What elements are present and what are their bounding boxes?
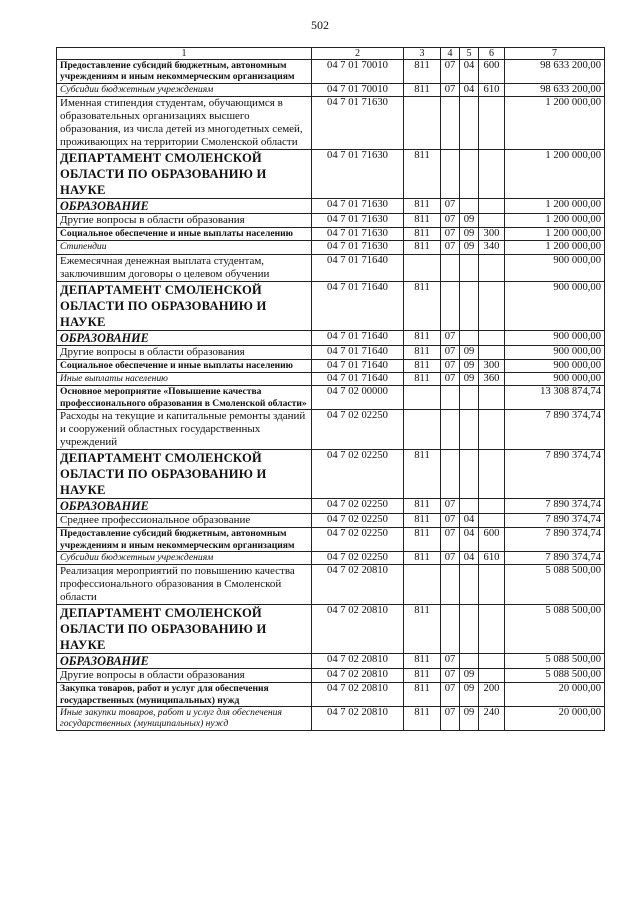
section-cell (441, 281, 460, 330)
subsection-cell: 09 (460, 669, 479, 683)
section-cell (441, 150, 460, 199)
expense-type-cell (479, 199, 505, 214)
table-row (57, 281, 605, 330)
column-header-row (57, 48, 605, 60)
column-header: 4 (441, 48, 460, 60)
target-article-cell: 04 7 01 71640 (312, 373, 404, 386)
expense-type-cell (479, 410, 505, 450)
expense-type-cell (479, 654, 505, 669)
amount-cell: 900 000,00 (505, 345, 605, 359)
expense-type-cell: 240 (479, 707, 505, 731)
column-header: 2 (312, 48, 404, 60)
column-header: 1 (57, 48, 312, 60)
expense-type-cell (479, 330, 505, 345)
row-name-cell: Другие вопросы в области образования (57, 345, 312, 359)
admin-code-cell: 811 (404, 499, 441, 514)
table-row (57, 551, 605, 564)
amount-cell: 1 200 000,00 (505, 150, 605, 199)
admin-code-cell: 811 (404, 654, 441, 669)
expense-type-cell: 360 (479, 373, 505, 386)
target-article-cell: 04 7 01 71630 (312, 214, 404, 228)
expense-type-cell: 300 (479, 228, 505, 241)
page-number: 502 (311, 18, 329, 32)
admin-code-cell: 811 (404, 551, 441, 564)
admin-code-cell (404, 565, 441, 605)
admin-code-cell: 811 (404, 605, 441, 654)
row-name-cell: Другие вопросы в области образования (57, 669, 312, 683)
section-cell: 07 (441, 345, 460, 359)
amount-cell: 900 000,00 (505, 359, 605, 372)
section-cell: 07 (441, 707, 460, 731)
amount-cell: 7 890 374,74 (505, 551, 605, 564)
row-name-cell: Реализация мероприятий по повышению качества профессионального образования в Смоленской области (57, 565, 312, 605)
section-cell: 07 (441, 373, 460, 386)
expense-type-cell: 300 (479, 359, 505, 372)
section-cell: 07 (441, 528, 460, 552)
section-cell (441, 605, 460, 654)
subsection-cell: 09 (460, 707, 479, 731)
row-name-cell: Иные закупки товаров, работ и услуг для обеспечения государственных (муниципальных) нужд (57, 707, 312, 731)
row-name-cell: Расходы на текущие и капитальные ремонты зданий и сооружений областных государственных учреждений (57, 410, 312, 450)
target-article-cell: 04 7 01 71640 (312, 359, 404, 372)
admin-code-cell: 811 (404, 150, 441, 199)
target-article-cell: 04 7 01 71630 (312, 228, 404, 241)
target-article-cell: 04 7 02 20810 (312, 565, 404, 605)
expense-type-cell (479, 97, 505, 150)
section-cell: 07 (441, 241, 460, 254)
row-name-cell: Социальное обеспечение и иные выплаты населению (57, 228, 312, 241)
target-article-cell: 04 7 02 02250 (312, 514, 404, 528)
table-row (57, 565, 605, 605)
target-article-cell: 04 7 02 02250 (312, 410, 404, 450)
table-row (57, 97, 605, 150)
table-row (57, 528, 605, 552)
amount-cell: 7 890 374,74 (505, 410, 605, 450)
target-article-cell: 04 7 01 71630 (312, 97, 404, 150)
section-cell: 07 (441, 214, 460, 228)
admin-code-cell: 811 (404, 228, 441, 241)
row-name-cell: Иные выплаты населению (57, 373, 312, 386)
table-row (57, 605, 605, 654)
section-cell (441, 410, 460, 450)
amount-cell: 900 000,00 (505, 373, 605, 386)
subsection-cell: 09 (460, 373, 479, 386)
admin-code-cell: 811 (404, 373, 441, 386)
table-row (57, 514, 605, 528)
amount-cell: 20 000,00 (505, 707, 605, 731)
table-row (57, 386, 605, 410)
section-cell (441, 386, 460, 410)
target-article-cell: 04 7 02 20810 (312, 605, 404, 654)
target-article-cell: 04 7 02 00000 (312, 386, 404, 410)
subsection-cell: 04 (460, 528, 479, 552)
row-name-cell: Закупка товаров, работ и услуг для обеспечения государственных (муниципальных) нужд (57, 683, 312, 707)
section-cell: 07 (441, 683, 460, 707)
row-name-cell: ОБРАЗОВАНИЕ (57, 330, 312, 345)
subsection-cell (460, 565, 479, 605)
column-header: 3 (404, 48, 441, 60)
amount-cell: 98 633 200,00 (505, 60, 605, 84)
subsection-cell: 09 (460, 359, 479, 372)
row-name-cell: ДЕПАРТАМЕНТ СМОЛЕНСКОЙ ОБЛАСТИ ПО ОБРАЗОВАНИЮ И НАУКЕ (57, 281, 312, 330)
section-cell: 07 (441, 514, 460, 528)
amount-cell: 7 890 374,74 (505, 450, 605, 499)
subsection-cell (460, 450, 479, 499)
table-row (57, 254, 605, 281)
expense-type-cell (479, 345, 505, 359)
table-row (57, 683, 605, 707)
subsection-cell (460, 150, 479, 199)
subsection-cell: 04 (460, 551, 479, 564)
target-article-cell: 04 7 01 71640 (312, 330, 404, 345)
expense-type-cell (479, 605, 505, 654)
target-article-cell: 04 7 01 71640 (312, 345, 404, 359)
table-row (57, 330, 605, 345)
target-article-cell: 04 7 02 02250 (312, 499, 404, 514)
amount-cell: 1 200 000,00 (505, 228, 605, 241)
table-row (57, 228, 605, 241)
expense-type-cell: 340 (479, 241, 505, 254)
subsection-cell: 09 (460, 683, 479, 707)
section-cell (441, 565, 460, 605)
subsection-cell: 09 (460, 214, 479, 228)
expense-type-cell (479, 214, 505, 228)
amount-cell: 1 200 000,00 (505, 241, 605, 254)
amount-cell: 5 088 500,00 (505, 605, 605, 654)
section-cell: 07 (441, 669, 460, 683)
table-row (57, 60, 605, 84)
admin-code-cell (404, 254, 441, 281)
target-article-cell: 04 7 01 71640 (312, 254, 404, 281)
table-row (57, 669, 605, 683)
table-row (57, 150, 605, 199)
subsection-cell (460, 97, 479, 150)
admin-code-cell: 811 (404, 359, 441, 372)
amount-cell: 7 890 374,74 (505, 499, 605, 514)
admin-code-cell (404, 97, 441, 150)
table-row (57, 450, 605, 499)
row-name-cell: Социальное обеспечение и иные выплаты населению (57, 359, 312, 372)
row-name-cell: ДЕПАРТАМЕНТ СМОЛЕНСКОЙ ОБЛАСТИ ПО ОБРАЗОВАНИЮ И НАУКЕ (57, 450, 312, 499)
table-row (57, 199, 605, 214)
subsection-cell (460, 605, 479, 654)
target-article-cell: 04 7 02 20810 (312, 707, 404, 731)
expense-type-cell (479, 254, 505, 281)
admin-code-cell: 811 (404, 83, 441, 96)
amount-cell: 7 890 374,74 (505, 514, 605, 528)
amount-cell: 13 308 874,74 (505, 386, 605, 410)
target-article-cell: 04 7 02 20810 (312, 654, 404, 669)
table-row (57, 499, 605, 514)
section-cell: 07 (441, 551, 460, 564)
row-name-cell: Среднее профессиональное образование (57, 514, 312, 528)
admin-code-cell: 811 (404, 345, 441, 359)
admin-code-cell: 811 (404, 528, 441, 552)
admin-code-cell: 811 (404, 514, 441, 528)
subsection-cell (460, 499, 479, 514)
section-cell: 07 (441, 199, 460, 214)
section-cell: 07 (441, 83, 460, 96)
section-cell: 07 (441, 330, 460, 345)
amount-cell: 5 088 500,00 (505, 669, 605, 683)
table-row (57, 214, 605, 228)
section-cell (441, 254, 460, 281)
admin-code-cell: 811 (404, 683, 441, 707)
row-name-cell: Субсидии бюджетным учреждениям (57, 83, 312, 96)
amount-cell: 1 200 000,00 (505, 199, 605, 214)
target-article-cell: 04 7 02 20810 (312, 669, 404, 683)
subsection-cell (460, 410, 479, 450)
expense-type-cell (479, 450, 505, 499)
expense-type-cell: 200 (479, 683, 505, 707)
subsection-cell (460, 386, 479, 410)
admin-code-cell: 811 (404, 450, 441, 499)
row-name-cell: ДЕПАРТАМЕНТ СМОЛЕНСКОЙ ОБЛАСТИ ПО ОБРАЗОВАНИЮ И НАУКЕ (57, 150, 312, 199)
column-header: 6 (479, 48, 505, 60)
admin-code-cell: 811 (404, 214, 441, 228)
subsection-cell (460, 330, 479, 345)
admin-code-cell: 811 (404, 241, 441, 254)
table-row (57, 241, 605, 254)
row-name-cell: Основное мероприятие «Повышение качества профессионального образования в Смоленской области» (57, 386, 312, 410)
target-article-cell: 04 7 02 02250 (312, 528, 404, 552)
section-cell: 07 (441, 654, 460, 669)
expense-type-cell: 600 (479, 528, 505, 552)
amount-cell: 7 890 374,74 (505, 528, 605, 552)
expense-type-cell (479, 150, 505, 199)
amount-cell: 900 000,00 (505, 254, 605, 281)
target-article-cell: 04 7 02 02250 (312, 450, 404, 499)
subsection-cell: 04 (460, 60, 479, 84)
amount-cell: 900 000,00 (505, 281, 605, 330)
admin-code-cell (404, 410, 441, 450)
row-name-cell: Стипендии (57, 241, 312, 254)
table-row (57, 345, 605, 359)
row-name-cell: Другие вопросы в области образования (57, 214, 312, 228)
table-row (57, 373, 605, 386)
section-cell: 07 (441, 228, 460, 241)
column-header: 7 (505, 48, 605, 60)
row-name-cell: ОБРАЗОВАНИЕ (57, 499, 312, 514)
expense-type-cell (479, 386, 505, 410)
budget-table (56, 47, 605, 731)
row-name-cell: ДЕПАРТАМЕНТ СМОЛЕНСКОЙ ОБЛАСТИ ПО ОБРАЗОВАНИЮ И НАУКЕ (57, 605, 312, 654)
row-name-cell: Субсидии бюджетным учреждениям (57, 551, 312, 564)
target-article-cell: 04 7 01 71630 (312, 241, 404, 254)
target-article-cell: 04 7 01 71640 (312, 281, 404, 330)
expense-type-cell (479, 281, 505, 330)
amount-cell: 20 000,00 (505, 683, 605, 707)
expense-type-cell (479, 565, 505, 605)
table-row (57, 83, 605, 96)
section-cell: 07 (441, 499, 460, 514)
subsection-cell: 09 (460, 241, 479, 254)
subsection-cell (460, 254, 479, 281)
target-article-cell: 04 7 01 71630 (312, 150, 404, 199)
amount-cell: 1 200 000,00 (505, 97, 605, 150)
row-name-cell: ОБРАЗОВАНИЕ (57, 199, 312, 214)
row-name-cell: Предоставление субсидий бюджетным, автономным учреждениям и иным некоммерческим организациям (57, 60, 312, 84)
amount-cell: 98 633 200,00 (505, 83, 605, 96)
target-article-cell: 04 7 01 71630 (312, 199, 404, 214)
expense-type-cell: 610 (479, 551, 505, 564)
subsection-cell: 09 (460, 345, 479, 359)
expense-type-cell (479, 669, 505, 683)
admin-code-cell: 811 (404, 669, 441, 683)
amount-cell: 5 088 500,00 (505, 654, 605, 669)
subsection-cell: 04 (460, 514, 479, 528)
table-row (57, 707, 605, 731)
row-name-cell: Предоставление субсидий бюджетным, автономным учреждениям и иным некоммерческим организациям (57, 528, 312, 552)
target-article-cell: 04 7 02 20810 (312, 683, 404, 707)
table-row (57, 359, 605, 372)
section-cell (441, 450, 460, 499)
amount-cell: 900 000,00 (505, 330, 605, 345)
table-row (57, 410, 605, 450)
column-header: 5 (460, 48, 479, 60)
admin-code-cell: 811 (404, 330, 441, 345)
admin-code-cell: 811 (404, 60, 441, 84)
amount-cell: 1 200 000,00 (505, 214, 605, 228)
admin-code-cell: 811 (404, 199, 441, 214)
admin-code-cell: 811 (404, 707, 441, 731)
target-article-cell: 04 7 01 70010 (312, 60, 404, 84)
subsection-cell: 04 (460, 83, 479, 96)
subsection-cell (460, 654, 479, 669)
row-name-cell: ОБРАЗОВАНИЕ (57, 654, 312, 669)
expense-type-cell: 610 (479, 83, 505, 96)
amount-cell: 5 088 500,00 (505, 565, 605, 605)
subsection-cell (460, 281, 479, 330)
table-row (57, 654, 605, 669)
section-cell: 07 (441, 60, 460, 84)
section-cell (441, 97, 460, 150)
subsection-cell (460, 199, 479, 214)
expense-type-cell (479, 499, 505, 514)
target-article-cell: 04 7 02 02250 (312, 551, 404, 564)
expense-type-cell: 600 (479, 60, 505, 84)
target-article-cell: 04 7 01 70010 (312, 83, 404, 96)
expense-type-cell (479, 514, 505, 528)
section-cell: 07 (441, 359, 460, 372)
row-name-cell: Именная стипендия студентам, обучающимся в образовательных организациях высшего образования, из числа детей из многодетных семей, проживающих на территории Смоленской области (57, 97, 312, 150)
admin-code-cell (404, 386, 441, 410)
admin-code-cell: 811 (404, 281, 441, 330)
row-name-cell: Ежемесячная денежная выплата студентам, заключившим договоры о целевом обучении (57, 254, 312, 281)
subsection-cell: 09 (460, 228, 479, 241)
